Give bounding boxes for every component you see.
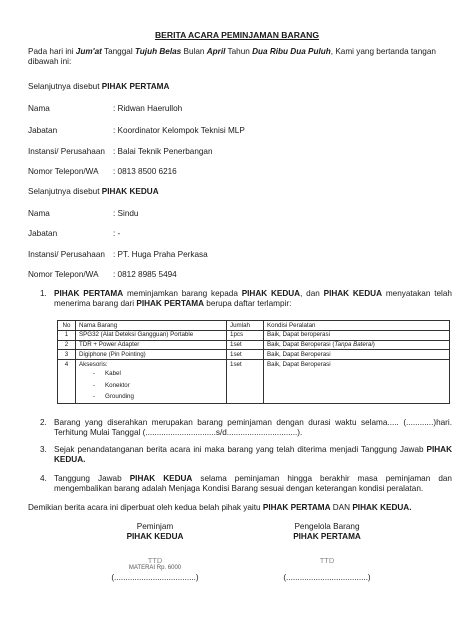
signature-blank-left: (....................................): [111, 573, 199, 583]
numbered-item-1: 1. PIHAK PERTAMA meminjamkan barang kepada PIHAK KEDUA, dan PIHAK KEDUA menyatakan telah menerima barang dari PIHAK PERTAMA berupa daftar terlampir:: [40, 289, 452, 309]
signature-block-left: Peminjam PIHAK KEDUA TTD MATERAI Rp. 6000 (....................................): [75, 522, 235, 584]
party2-heading: Selanjutnya disebut PIHAK KEDUA: [28, 187, 159, 196]
list-item: - Grounding: [93, 391, 223, 403]
party1-heading: Selanjutnya disebut PIHAK PERTAMA: [28, 82, 170, 91]
materai-stamp-text: MATERAI Rp. 6000: [128, 564, 182, 571]
table-row: 1 SPG32 (Alat Deteksi Gangguan) Portable 1pcs Baik, Dapat beroperasi: [58, 330, 450, 340]
party2-name-label: Nama: [28, 209, 50, 218]
table-header-row: [58, 321, 450, 331]
table-row: 4 Aksesoris: - Kabel - Konektor - Grounding 1set Baik, Dapat Beroperasi: [58, 360, 450, 404]
table-row: 2 TDR + Power Adapter 1set Baik, Dapat Beroperasi (Tanpa Baterai): [58, 340, 450, 350]
list-item: - Konektor: [93, 380, 223, 392]
numbered-item-2: 2. Barang yang diserahkan merupakan barang peminjaman dengan durasi waktu selama..... (............)hari. Terhitung Mulai Tanggal (...............................s/d...............................).: [40, 418, 452, 438]
party2-position-value: : -: [113, 229, 121, 238]
party2-position-label: Jabatan: [28, 229, 58, 238]
items-table: [57, 320, 450, 404]
document-title: BERITA ACARA PEMINJAMAN BARANG: [154, 30, 320, 40]
header-item-name: Nama Barang: [76, 321, 227, 331]
intro-paragraph: Pada hari ini Jum'at Tanggal Tujuh Belas Bulan April Tahun Dua Ribu Dua Puluh, Kami yang bertanda tangan dibawah ini:: [28, 47, 436, 67]
party2-name-value: : Sindu: [113, 209, 139, 218]
party1-name-value: : Ridwan Haerulloh: [113, 104, 183, 113]
party1-phone-label: Nomor Telepon/WA: [28, 167, 99, 176]
party1-company-value: : Balai Teknik Penerbangan: [113, 147, 213, 156]
party1-phone-value: : 0813 8500 6216: [113, 167, 177, 176]
party2-phone-label: Nomor Telepon/WA: [28, 270, 99, 279]
party1-name-label: Nama: [28, 104, 50, 113]
party1-position-label: Jabatan: [28, 126, 58, 135]
numbered-item-3: 3. Sejak penandatanganan berita acara ini maka barang yang telah diterima menjadi Tanggung Jawab PIHAK KEDUA.: [40, 445, 452, 465]
party1-position-value: : Koordinator Kelompok Teknisi MLP: [113, 126, 245, 135]
accessories-list: [79, 368, 223, 403]
table-row: 3 Digiphone (Pin Pointing) 1set Baik, Dapat Beroperasi: [58, 350, 450, 360]
header-no: No: [58, 321, 76, 331]
header-quantity: Jumlah: [227, 321, 264, 331]
party2-phone-value: : 0812 8985 5494: [113, 270, 177, 279]
numbered-item-4: 4. Tanggung Jawab PIHAK KEDUA selama peminjaman hingga berakhir masa peminjaman dan mengembalikan barang adalah Menjaga Kondisi Barang sesuai dengan keterangan kondisi peralatan.: [40, 474, 452, 494]
party2-company-label: Instansi/ Perusahaan: [28, 250, 105, 259]
signature-blank-right: (....................................): [283, 572, 371, 582]
party1-company-label: Instansi/ Perusahaan: [28, 147, 105, 156]
signature-block-right: Pengelola Barang PIHAK PERTAMA TTD (....................................): [247, 522, 407, 583]
header-condition: Kondisi Peralatan: [264, 321, 450, 331]
closing-paragraph: Demikian berita acara ini diperbuat oleh kedua belah pihak yaitu PIHAK PERTAMA DAN PIHAK KEDUA.: [28, 503, 412, 512]
party2-company-value: : PT. Huga Praha Perkasa: [113, 250, 208, 259]
list-item: - Kabel: [93, 368, 223, 380]
